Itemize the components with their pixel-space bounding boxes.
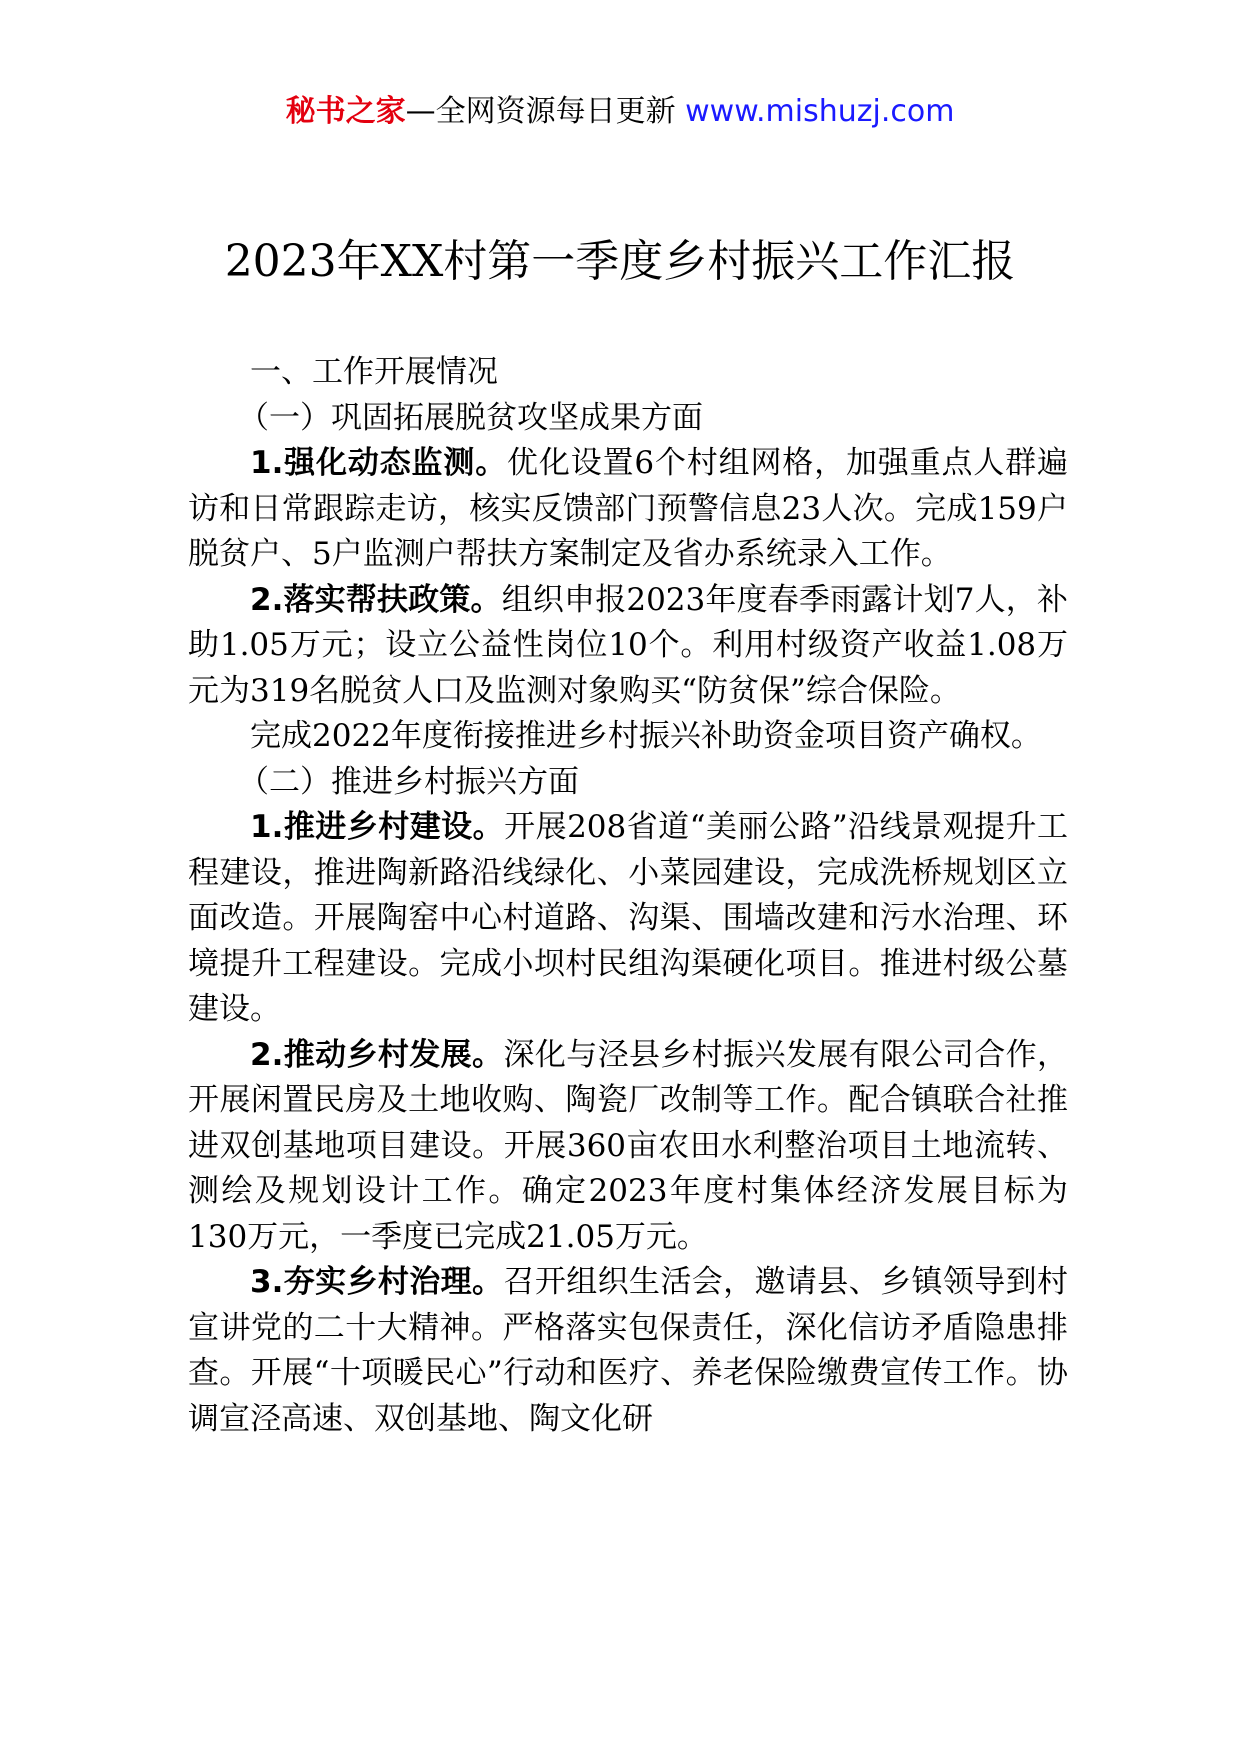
document-body xyxy=(188,350,1068,1442)
paragraph-2-lead: 2.落实帮扶政策。 xyxy=(250,581,502,618)
paragraph-1-lead: 1.强化动态监测。 xyxy=(250,445,508,481)
paragraph-5-text: 深化与泾县乡村振兴发展有限公司合作，开展闲置民房及土地收购、陶瓷厂改制等工作。配合镇联合社推进双创基地项目建设。开展360亩农田水利整治项目土地流转、测绘及规划设计工作。确定2023年度村集体经济发展目标为130万元，一季度已完成21.05万元。 xyxy=(188,1036,1068,1255)
header-tagline: —全网资源每日更新 xyxy=(405,94,676,129)
paragraph-4-lead: 1.推进乡村建设。 xyxy=(250,809,505,845)
paragraph-5 xyxy=(188,1033,1068,1261)
section-heading-1: 一、工作开展情况 xyxy=(250,354,498,390)
paragraph-2 xyxy=(188,578,1068,715)
paragraph-6 xyxy=(188,1260,1068,1442)
document-title: 2023年XX村第一季度乡村振兴工作汇报 xyxy=(224,236,1016,287)
brand-name: 秘书之家 xyxy=(285,94,406,129)
site-url-link[interactable]: www.mishuzj.com xyxy=(685,94,955,129)
paragraph-3: 完成2022年度衔接推进乡村振兴补助资金项目资产确权。 xyxy=(250,718,1042,754)
site-header xyxy=(0,92,1240,132)
paragraph-1-text: 优化设置6个村组网格，加强重点人群遍访和日常跟踪走访，核实反馈部门预警信息23人次。完成159户脱贫户、5户监测户帮扶方案制定及省办系统录入工作。 xyxy=(188,445,1068,572)
subsection-heading-2: （二）推进乡村振兴方面 xyxy=(238,763,579,800)
paragraph-6-text: 召开组织生活会，邀请县、乡镇领导到村宣讲党的二十大精神。严格落实包保责任，深化信访矛盾隐患排查。开展“十项暖民心”行动和医疗、养老保险缴费宣传工作。协调宣泾高速、双创基地、陶文化研 xyxy=(188,1264,1068,1437)
paragraph-2-text: 组织申报2023年度春季雨露计划7人，补助1.05万元；设立公益性岗位10个。利用村级资产收益1.08万元为319名脱贫人口及监测对象购买“防贫保”综合保险。 xyxy=(188,581,1068,709)
subsection-heading-1: （一）巩固拓展脱贫攻坚成果方面 xyxy=(238,399,703,436)
paragraph-4 xyxy=(188,805,1068,1033)
paragraph-6-lead: 3.夯实乡村治理。 xyxy=(250,1264,504,1300)
paragraph-1 xyxy=(188,441,1068,578)
paragraph-5-lead: 2.推动乡村发展。 xyxy=(250,1036,504,1073)
paragraph-4-text: 开展208省道“美丽公路”沿线景观提升工程建设，推进陶新路沿线绿化、小菜园建设，完成洗桥规划区立面改造。开展陶窑中心村道路、沟渠、围墙改建和污水治理、环境提升工程建设。完成小坝村民组沟渠硬化项目。推进村级公墓建设。 xyxy=(188,809,1068,1027)
